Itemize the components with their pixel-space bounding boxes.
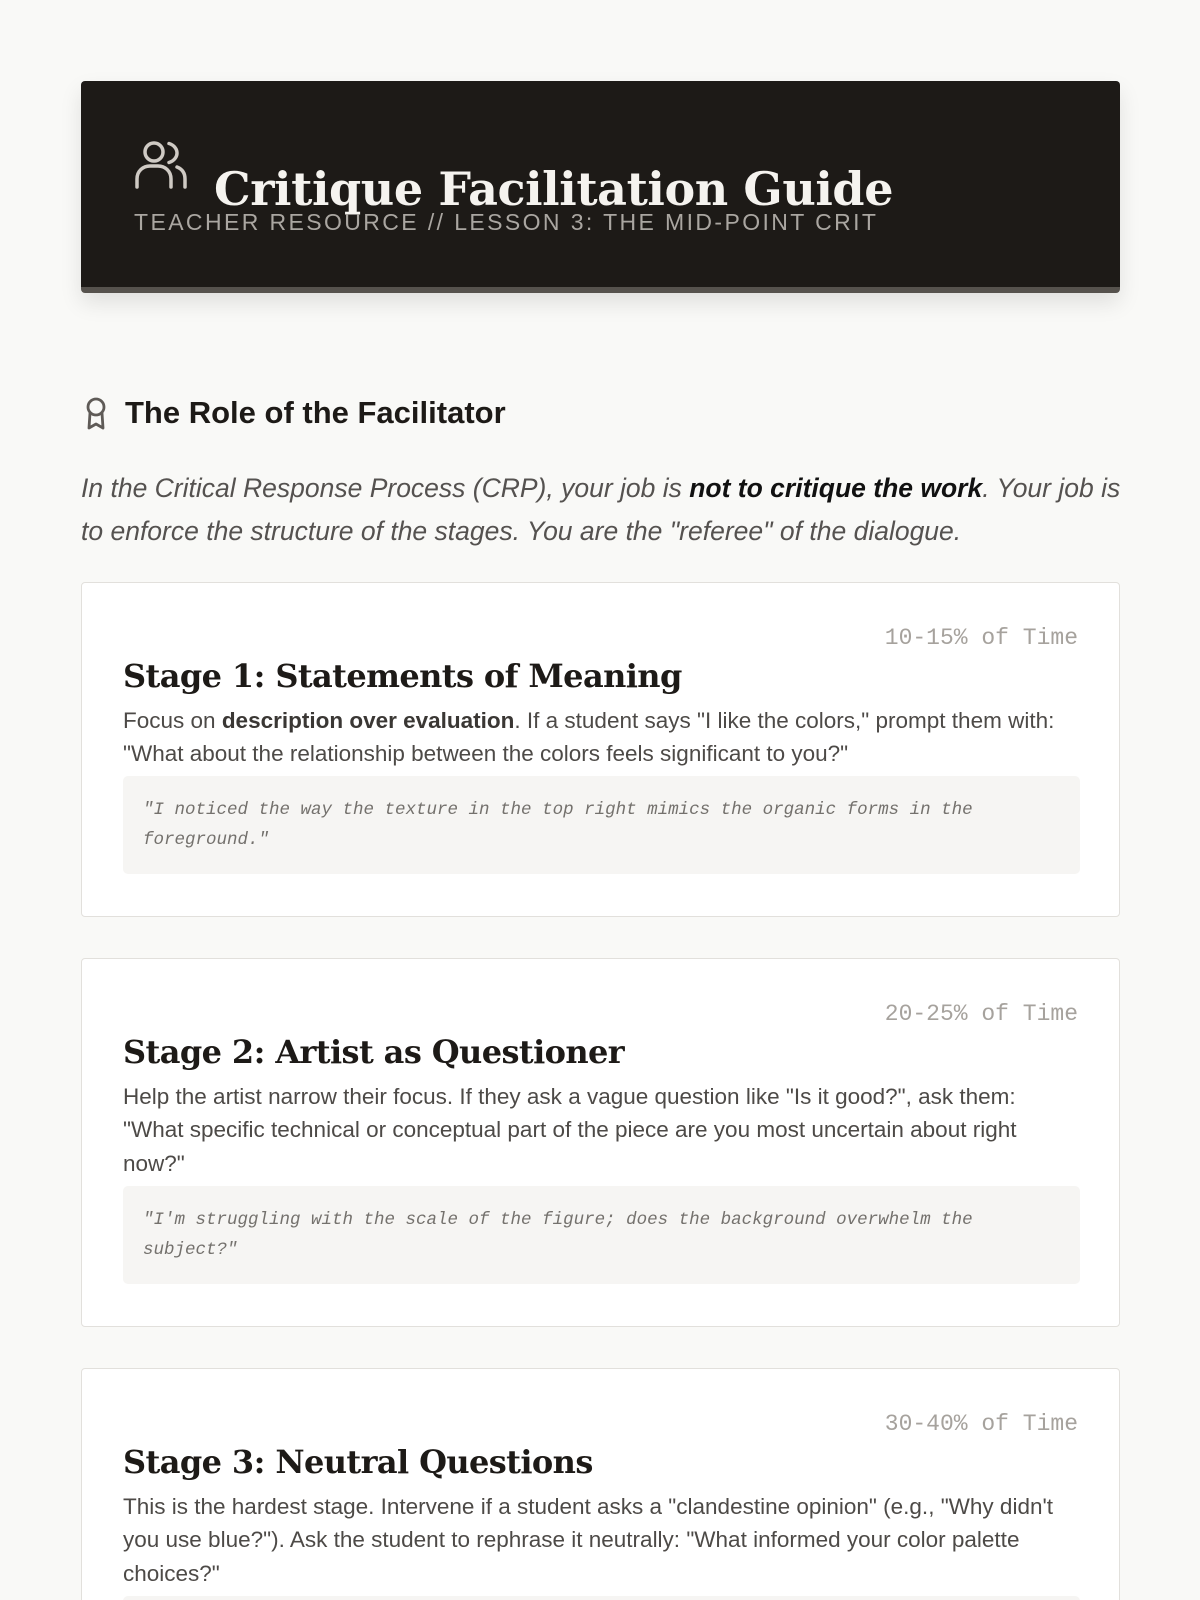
- stage-description-emphasis: description over evaluation: [221, 707, 515, 733]
- role-intro: [81, 467, 1131, 553]
- stage-time-allocation: 30-40% of Time: [884, 1411, 1078, 1437]
- role-heading: [81, 369, 506, 456]
- stage-card: [81, 582, 1120, 917]
- role-intro-emphasis: not to critique the work: [689, 472, 983, 503]
- page-subtitle: TEACHER RESOURCE // LESSON 3: THE MID-POINT CRIT: [134, 209, 879, 235]
- role-intro-text-end: . Your job is to enforce the structure of the stages. You are the "referee" of the dialogue.: [81, 472, 1121, 546]
- stage-title: Stage 1: Statements of Meaning: [123, 657, 682, 695]
- stage-time-allocation: 10-15% of Time: [884, 625, 1078, 651]
- stage-title: Stage 3: Neutral Questions: [123, 1443, 593, 1481]
- users-icon: [134, 139, 188, 191]
- stage-description: Help the artist narrow their focus. If they ask a vague question like "Is it good?", ask them: "What specific technical or conceptual part of the piece are you most uncertain about right now?": [123, 1083, 1017, 1176]
- guide-header: [81, 81, 1120, 293]
- role-intro-text: In the Critical Response Process (CRP), your job is: [81, 472, 690, 503]
- stage-title: Stage 2: Artist as Questioner: [123, 1033, 625, 1071]
- role-title: The Role of the Facilitator: [125, 394, 506, 430]
- example-statement: [123, 1596, 1080, 1600]
- stage-description-text-end: . If a student says "I like the colors," prompt them with: "What about the relationship between the colors feels significant to you?": [123, 707, 1055, 766]
- page-title: Critique Facilitation Guide: [214, 161, 894, 216]
- stage-card: [81, 1368, 1120, 1600]
- stage-description: This is the hardest stage. Intervene if a student asks a "clandestine opinion" (e.g., "Why didn't you use blue?"). Ask the student to rephrase it neutrally: "What informed your color palette choices?": [123, 1493, 1054, 1586]
- award-ribbon-icon: [81, 396, 111, 430]
- example-statement: "I'm struggling with the scale of the figure; does the background overwhelm the subject?": [123, 1186, 1080, 1284]
- example-statement: "I noticed the way the texture in the top right mimics the organic forms in the foreground.": [123, 776, 1080, 874]
- stage-description: [123, 704, 1073, 771]
- stage-time-allocation: 20-25% of Time: [884, 1001, 1078, 1027]
- stage-card: [81, 958, 1120, 1327]
- stage-description-text: Focus on: [123, 707, 222, 733]
